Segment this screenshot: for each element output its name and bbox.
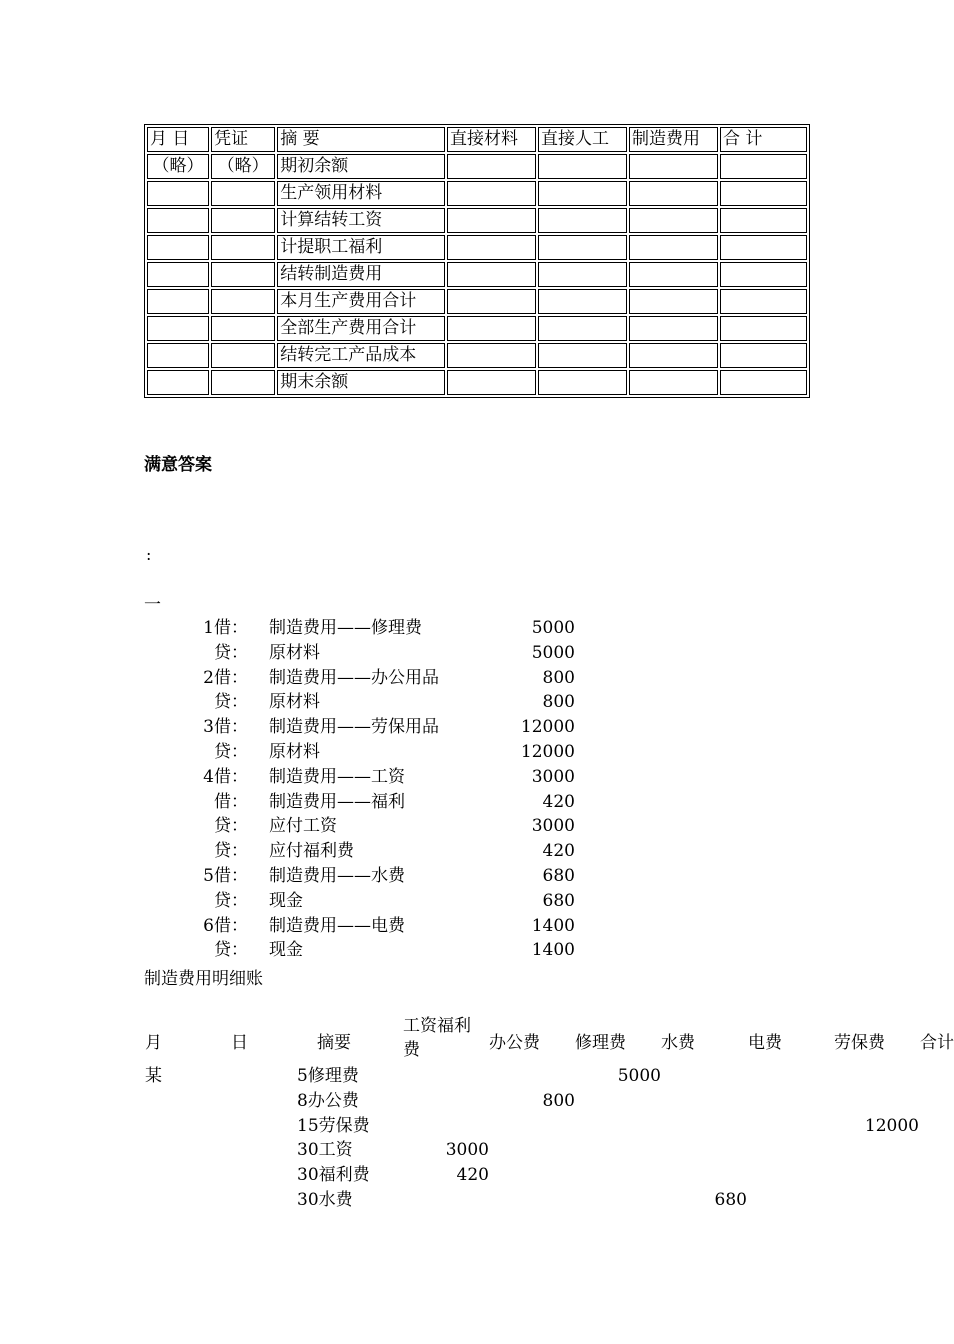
table-cell bbox=[720, 181, 807, 206]
table-cell bbox=[629, 181, 718, 206]
table-cell: 结转制造费用 bbox=[277, 262, 445, 287]
ledger-cell-repair: 5000 bbox=[617, 1066, 661, 1086]
entry-account: 现金 bbox=[269, 940, 303, 961]
table-cell bbox=[447, 343, 536, 368]
journal-entry bbox=[0, 616, 600, 640]
table-cell bbox=[629, 235, 718, 260]
entry-prefix: 4借： bbox=[203, 766, 248, 787]
entry-account: 制造费用——办公用品 bbox=[269, 667, 439, 688]
entry-amount: 3000 bbox=[531, 766, 575, 787]
table-cell bbox=[147, 316, 209, 341]
table-cell bbox=[720, 262, 807, 287]
table-header-cell: 月 日 bbox=[147, 127, 209, 152]
table-row bbox=[147, 316, 807, 341]
table-cell bbox=[211, 370, 275, 395]
table-cell bbox=[720, 208, 807, 233]
table-cell bbox=[720, 289, 807, 314]
table-cell: 本月生产费用合计 bbox=[277, 289, 445, 314]
table-cell bbox=[447, 181, 536, 206]
table-cell bbox=[147, 208, 209, 233]
entry-amount: 800 bbox=[542, 692, 575, 713]
entry-prefix: 贷： bbox=[214, 816, 248, 837]
entry-account: 现金 bbox=[269, 890, 303, 911]
table-cell bbox=[629, 289, 718, 314]
table-cell bbox=[538, 343, 627, 368]
entry-account: 制造费用——电费 bbox=[269, 915, 405, 936]
ledger-row bbox=[0, 1163, 950, 1187]
entry-amount: 680 bbox=[542, 866, 575, 886]
table-cell bbox=[447, 262, 536, 287]
entry-account: 应付工资 bbox=[269, 816, 337, 837]
entry-prefix: 2借： bbox=[203, 667, 248, 688]
table-cell bbox=[538, 262, 627, 287]
ledger-header-electric: 电费 bbox=[748, 1033, 782, 1053]
table-cell bbox=[720, 370, 807, 395]
journal-entry bbox=[0, 690, 600, 714]
entry-account: 原材料 bbox=[269, 742, 320, 762]
ledger-cell-month: 某 bbox=[145, 1066, 162, 1086]
ledger-cell-water: 680 bbox=[714, 1190, 747, 1210]
ledger-header-summary: 摘要 bbox=[317, 1033, 351, 1053]
part-mark: 一 bbox=[144, 595, 161, 615]
entry-amount: 680 bbox=[542, 890, 575, 911]
ledger-header-wages: 工资福利费 bbox=[403, 1016, 471, 1060]
table-cell bbox=[538, 181, 627, 206]
ledger-cell-summary: 8办公费 bbox=[297, 1090, 359, 1111]
ledger-cell-summary: 30水费 bbox=[297, 1190, 353, 1210]
table-cell bbox=[147, 235, 209, 260]
table-cell bbox=[447, 208, 536, 233]
ledger-header-labor: 劳保费 bbox=[834, 1033, 885, 1053]
entry-prefix: 3借： bbox=[203, 717, 248, 738]
table-header-cell: 直接人工 bbox=[538, 127, 627, 152]
table-cell bbox=[447, 370, 536, 395]
journal-entry bbox=[0, 938, 600, 962]
table-cell: 生产领用材料 bbox=[277, 181, 445, 206]
ledger-row bbox=[0, 1188, 950, 1212]
entry-amount: 3000 bbox=[531, 816, 575, 837]
journal-entry bbox=[0, 864, 600, 888]
table-cell bbox=[720, 235, 807, 260]
ledger-header-water: 水费 bbox=[661, 1033, 695, 1053]
table-row bbox=[147, 154, 807, 179]
journal-entry bbox=[0, 889, 600, 913]
ledger-cell-summary: 30工资 bbox=[297, 1140, 353, 1161]
table-cell bbox=[147, 343, 209, 368]
ledger-cell-summary: 30福利费 bbox=[297, 1165, 370, 1186]
entry-prefix: 贷： bbox=[214, 742, 248, 762]
ledger-row bbox=[0, 1114, 950, 1138]
table-row bbox=[147, 343, 807, 368]
answer-colon: : bbox=[146, 545, 152, 564]
answer-heading: 满意答案 bbox=[144, 455, 212, 475]
entry-account: 制造费用——修理费 bbox=[269, 618, 422, 638]
table-cell bbox=[211, 181, 275, 206]
ledger-cell-wages: 420 bbox=[456, 1165, 489, 1186]
table-cell bbox=[211, 316, 275, 341]
table-cell bbox=[447, 154, 536, 179]
table-cell: （略） bbox=[211, 154, 275, 179]
entry-prefix: 1借： bbox=[203, 618, 248, 638]
table-cell: 计算结转工资 bbox=[277, 208, 445, 233]
ledger-cell-labor: 12000 bbox=[864, 1115, 919, 1136]
table-cell bbox=[211, 208, 275, 233]
table-row bbox=[147, 181, 807, 206]
entry-amount: 420 bbox=[542, 841, 575, 862]
entry-account: 原材料 bbox=[269, 692, 320, 713]
journal-entry bbox=[0, 839, 600, 863]
table-cell bbox=[629, 208, 718, 233]
ledger-header-repair: 修理费 bbox=[575, 1033, 626, 1053]
table-cell bbox=[720, 343, 807, 368]
entry-prefix: 贷： bbox=[214, 890, 248, 911]
table-cell: （略） bbox=[147, 154, 209, 179]
entry-amount: 420 bbox=[542, 791, 575, 812]
table-row bbox=[147, 262, 807, 287]
journal-entry bbox=[0, 765, 600, 789]
entry-amount: 1400 bbox=[531, 915, 575, 936]
table-cell bbox=[211, 235, 275, 260]
table-cell bbox=[211, 343, 275, 368]
entry-amount: 5000 bbox=[531, 642, 575, 663]
table-cell bbox=[211, 289, 275, 314]
table-cell bbox=[538, 235, 627, 260]
ledger-header-office: 办公费 bbox=[489, 1033, 540, 1053]
ledger-header-total: 合计 bbox=[920, 1033, 954, 1053]
journal-entry bbox=[0, 790, 600, 814]
table-cell bbox=[720, 316, 807, 341]
entry-account: 应付福利费 bbox=[269, 841, 354, 862]
ledger-header-day: 日 bbox=[231, 1033, 248, 1053]
ledger-row bbox=[0, 1064, 950, 1088]
table-header-cell: 凭证 bbox=[211, 127, 275, 152]
ledger-cell-wages: 3000 bbox=[445, 1140, 489, 1161]
journal-entry bbox=[0, 814, 600, 838]
entry-account: 制造费用——福利 bbox=[269, 791, 405, 812]
entry-amount: 12000 bbox=[520, 717, 575, 738]
entry-prefix: 6借： bbox=[203, 915, 248, 936]
ledger-row bbox=[0, 1138, 950, 1162]
table-cell bbox=[629, 343, 718, 368]
table-row bbox=[147, 289, 807, 314]
ledger-cell-summary: 15劳保费 bbox=[297, 1115, 370, 1136]
entry-prefix: 贷： bbox=[214, 642, 248, 663]
entry-amount: 1400 bbox=[531, 940, 575, 961]
entry-account: 制造费用——水费 bbox=[269, 866, 405, 886]
table-cell bbox=[147, 370, 209, 395]
journal-entry bbox=[0, 914, 600, 938]
table-header-cell: 制造费用 bbox=[629, 127, 718, 152]
production-cost-ledger-table bbox=[144, 124, 810, 398]
table-cell: 计提职工福利 bbox=[277, 235, 445, 260]
table-cell bbox=[538, 316, 627, 341]
journal-entry bbox=[0, 740, 600, 764]
ledger-title: 制造费用明细账 bbox=[144, 969, 263, 989]
table-header-cell: 摘 要 bbox=[277, 127, 445, 152]
table-cell bbox=[629, 370, 718, 395]
entry-prefix: 贷： bbox=[214, 940, 248, 961]
entry-prefix: 贷： bbox=[214, 841, 248, 862]
table-cell bbox=[538, 208, 627, 233]
journal-entry bbox=[0, 666, 600, 690]
entry-account: 制造费用——劳保用品 bbox=[269, 717, 439, 738]
table-cell bbox=[629, 262, 718, 287]
table-header-row bbox=[147, 127, 807, 152]
table-cell bbox=[629, 154, 718, 179]
table-cell: 结转完工产品成本 bbox=[277, 343, 445, 368]
table-cell bbox=[538, 370, 627, 395]
table-cell bbox=[211, 262, 275, 287]
entry-prefix: 贷： bbox=[214, 692, 248, 713]
table-cell bbox=[447, 316, 536, 341]
table-cell bbox=[720, 154, 807, 179]
ledger-row bbox=[0, 1089, 950, 1113]
entry-account: 原材料 bbox=[269, 642, 320, 663]
journal-entry bbox=[0, 715, 600, 739]
table-cell bbox=[147, 289, 209, 314]
entry-prefix: 5借： bbox=[203, 866, 248, 886]
table-cell bbox=[629, 316, 718, 341]
table-cell bbox=[147, 262, 209, 287]
table-cell bbox=[538, 289, 627, 314]
entry-amount: 12000 bbox=[520, 742, 575, 762]
table-cell bbox=[447, 235, 536, 260]
table-cell: 全部生产费用合计 bbox=[277, 316, 445, 341]
entry-account: 制造费用——工资 bbox=[269, 766, 405, 787]
entry-amount: 5000 bbox=[531, 618, 575, 638]
journal-entry bbox=[0, 641, 600, 665]
ledger-header bbox=[0, 1012, 954, 1062]
ledger-cell-office: 800 bbox=[542, 1090, 575, 1111]
table-cell: 期初余额 bbox=[277, 154, 445, 179]
table-cell bbox=[538, 154, 627, 179]
table-header-cell: 直接材料 bbox=[447, 127, 536, 152]
table-header-cell: 合 计 bbox=[720, 127, 807, 152]
entry-amount: 800 bbox=[542, 667, 575, 688]
entry-prefix: 借： bbox=[214, 791, 248, 812]
table-row bbox=[147, 235, 807, 260]
ledger-cell-summary: 5修理费 bbox=[297, 1066, 359, 1086]
table-row bbox=[147, 370, 807, 395]
table-row bbox=[147, 208, 807, 233]
ledger-header-month: 月 bbox=[145, 1033, 162, 1053]
table-cell bbox=[447, 289, 536, 314]
table-cell: 期末余额 bbox=[277, 370, 445, 395]
table-cell bbox=[147, 181, 209, 206]
